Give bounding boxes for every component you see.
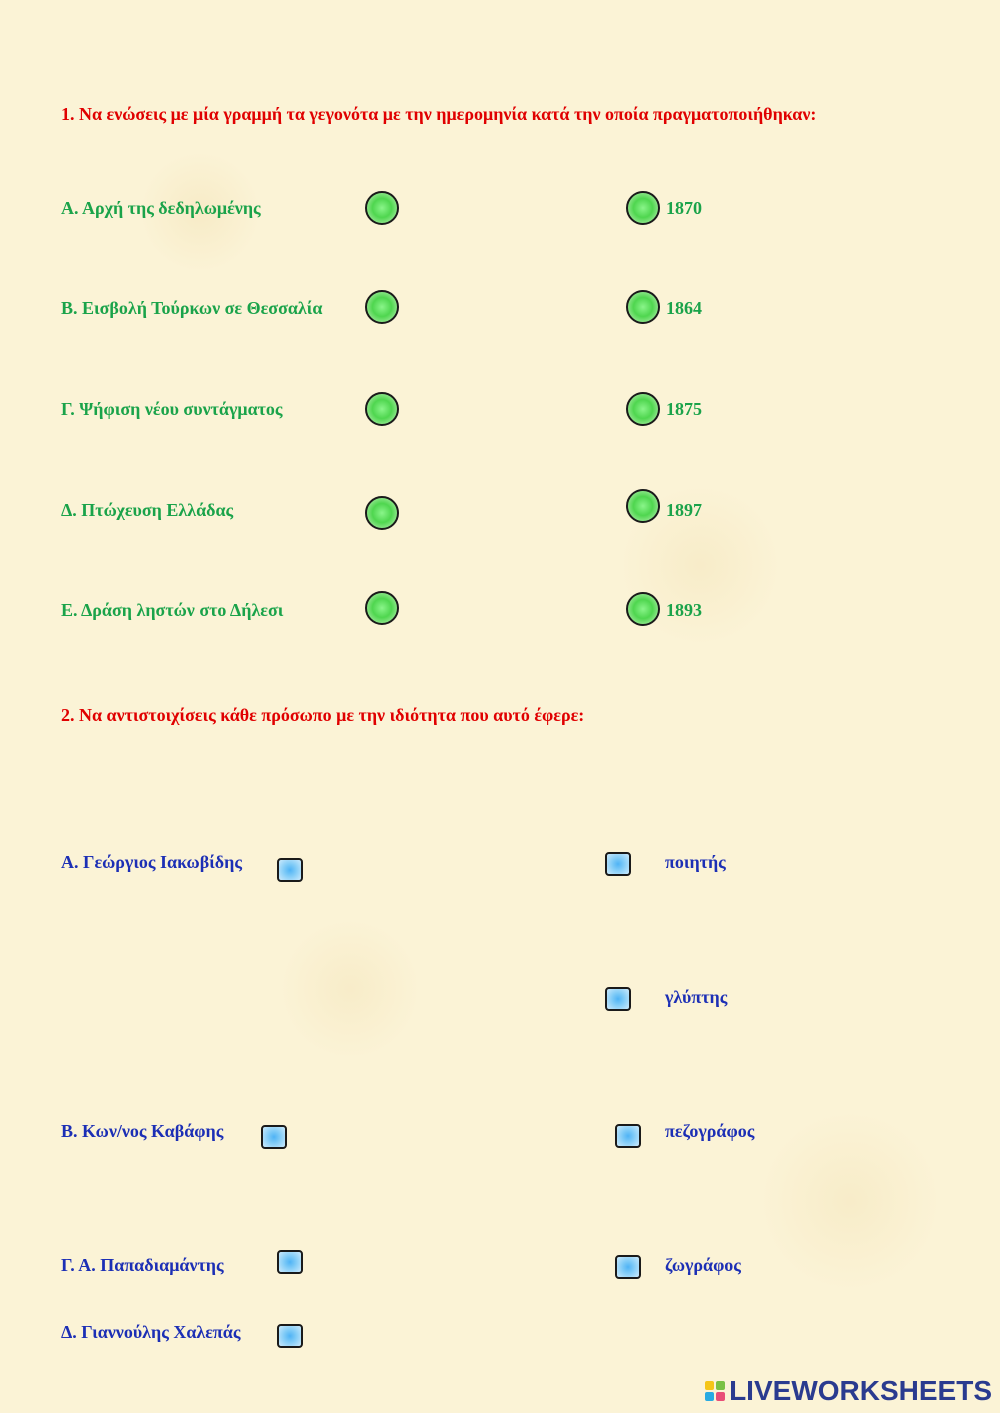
event-connector-dot-d[interactable] bbox=[365, 496, 399, 530]
person-label-b: Β. Κων/νος Καβάφης bbox=[61, 1121, 224, 1141]
liveworksheets-logo-icon bbox=[705, 1381, 725, 1401]
event-connector-dot-c[interactable] bbox=[365, 392, 399, 426]
person-connector-square-c[interactable] bbox=[277, 1250, 303, 1274]
profession-connector-square-1[interactable] bbox=[605, 852, 631, 876]
date-connector-dot-2[interactable] bbox=[626, 290, 660, 324]
date-label-3: 1875 bbox=[666, 399, 702, 419]
date-connector-dot-4[interactable] bbox=[626, 489, 660, 523]
liveworksheets-logo-text: LIVEWORKSHEETS bbox=[729, 1375, 992, 1406]
liveworksheets-logo bbox=[705, 1375, 992, 1407]
profession-connector-square-2[interactable] bbox=[605, 987, 631, 1011]
date-label-4: 1897 bbox=[666, 500, 702, 520]
profession-label-3: πεζογράφος bbox=[665, 1121, 755, 1141]
section1-heading: 1. Να ενώσεις με μία γραμμή τα γεγονότα με την ημερομηνία κατά την οποία πραγματοποιήθηκαν: bbox=[61, 104, 817, 124]
person-label-d: Δ. Γιαννούλης Χαλεπάς bbox=[61, 1322, 241, 1342]
date-label-5: 1893 bbox=[666, 600, 702, 620]
date-connector-dot-1[interactable] bbox=[626, 191, 660, 225]
date-connector-dot-5[interactable] bbox=[626, 592, 660, 626]
profession-connector-square-3[interactable] bbox=[615, 1124, 641, 1148]
person-label-a: Α. Γεώργιος Ιακωβίδης bbox=[61, 852, 242, 872]
event-label-d: Δ. Πτώχευση Ελλάδας bbox=[61, 500, 234, 520]
event-connector-dot-a[interactable] bbox=[365, 191, 399, 225]
date-label-2: 1864 bbox=[666, 298, 702, 318]
section2-heading: 2. Να αντιστοιχίσεις κάθε πρόσωπο με την ιδιότητα που αυτό έφερε: bbox=[61, 705, 585, 725]
profession-label-1: ποιητής bbox=[665, 852, 726, 872]
date-connector-dot-3[interactable] bbox=[626, 392, 660, 426]
person-connector-square-b[interactable] bbox=[261, 1125, 287, 1149]
profession-connector-square-4[interactable] bbox=[615, 1255, 641, 1279]
person-label-c: Γ. Α. Παπαδιαμάντης bbox=[61, 1255, 224, 1275]
event-label-a: Α. Αρχή της δεδηλωμένης bbox=[61, 198, 261, 218]
event-label-e: Ε. Δράση ληστών στο Δήλεσι bbox=[61, 600, 284, 620]
event-connector-dot-e[interactable] bbox=[365, 591, 399, 625]
event-label-b: Β. Εισβολή Τούρκων σε Θεσσαλία bbox=[61, 298, 323, 318]
profession-label-4: ζωγράφος bbox=[665, 1255, 741, 1275]
event-label-c: Γ. Ψήφιση νέου συντάγματος bbox=[61, 399, 283, 419]
person-connector-square-a[interactable] bbox=[277, 858, 303, 882]
person-connector-square-d[interactable] bbox=[277, 1324, 303, 1348]
event-connector-dot-b[interactable] bbox=[365, 290, 399, 324]
date-label-1: 1870 bbox=[666, 198, 702, 218]
profession-label-2: γλύπτης bbox=[665, 987, 728, 1007]
